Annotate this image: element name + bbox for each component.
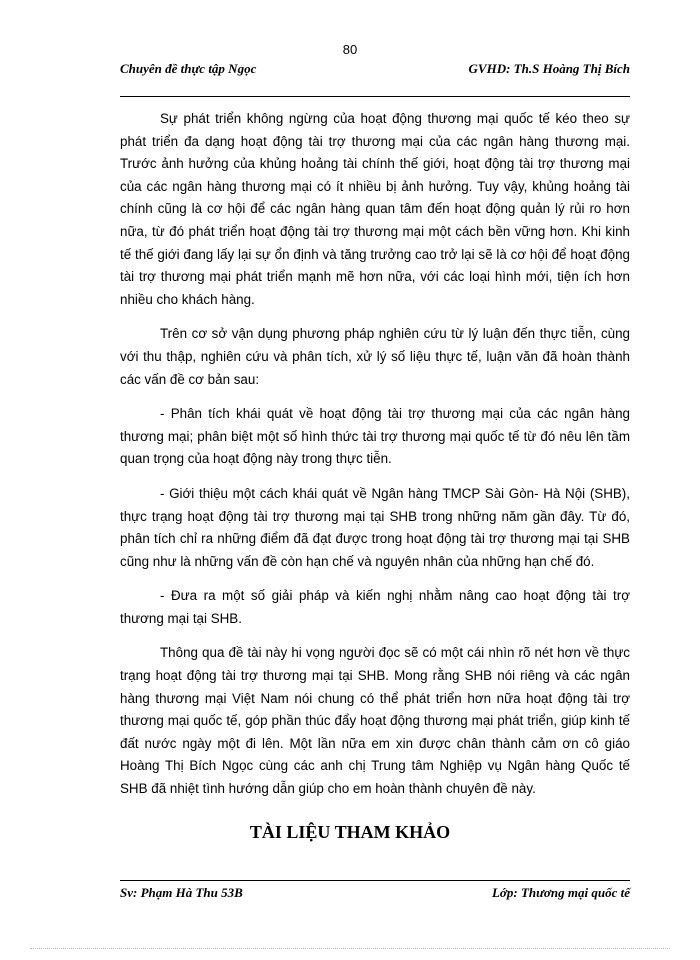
footer-class: Lớp: Thương mại quốc tế — [491, 885, 630, 900]
footer-divider — [120, 880, 630, 881]
paragraph: - Đưa ra một số giải pháp và kiến nghị nhằm nâng cao hoạt động tài trợ thương mại tại SHB. — [120, 588, 630, 626]
page-number: 80 — [342, 42, 358, 57]
page-break-line — [30, 948, 670, 949]
header-left-title: Chuyên đề thực tập Ngọc — [120, 61, 257, 76]
paragraph: Sự phát triển không ngừng của hoạt động thương mại quốc tế kéo theo sự phát triển đa dạng hoạt động tài trợ thương mại của các ngân hàng thương mại. Trước ảnh hưởng của khủng hoảng tài chính thế giới, hoạt động tài trợ thương mại của các ngân hàng thương mại có ít nhiều bị ảnh hưởng. Tuy vậy, khủng hoảng tài chính cũng là cơ hội để các ngân hàng quan tâm đến hoạt động quản lý rủi ro hơn nữa, từ đó phát triển hoạt động tài trợ thương mại một cách bền vững hơn. Khi kinh tế thế giới đang lấy lại sự ổn định và tăng trưởng cao trở lại sẽ là cơ hội để hoạt động tài trợ thương mại phát triển mạnh mẽ hơn nữa, với các loại hình mới, tiện ích hơn nhiều cho khách hàng. — [120, 111, 630, 307]
paragraph: - Giới thiệu một cách khái quát về Ngân hàng TMCP Sài Gòn- Hà Nội (SHB), thực trạng hoạt động tài trợ thương mại tại SHB trong những năm gần đây. Từ đó, phân tích chỉ ra những điểm đã đạt được trong hoạt động tài trợ thương mại tại SHB cũng như là những vấn đề còn hạn chế và nguyên nhân của những hạn chế đó. — [120, 485, 630, 569]
footer-student: Sv: Phạm Hà Thu 53B — [120, 885, 243, 900]
paragraph: Thông qua đề tài này hi vọng người đọc sẽ có một cái nhìn rõ nét hơn về thực trạng hoạt động tài trợ thương mại tại SHB. Mong rằng SHB nói riêng và các ngân hàng thương mại Việt Nam nói chung có thể phát triển hơn nữa hoạt động tài trợ thương mại quốc tế, góp phần thúc đẩy hoạt động thương mại phát triển, giúp kinh tế đất nước ngày một đi lên. Một lần nữa em xin được chân thành cảm ơn cô giáo Hoàng Thị Bích Ngọc cùng các anh chị Trung tâm Nghiệp vụ Ngân hàng Quốc tế SHB đã nhiệt tình hướng dẫn giúp cho em hoàn thành chuyên đề này. — [120, 645, 630, 797]
header-right-supervisor: GVHD: Th.S Hoàng Thị Bích — [468, 61, 630, 76]
body-text — [120, 108, 630, 813]
paragraph: Trên cơ sở vận dụng phương pháp nghiên cứu từ lý luận đến thực tiễn, cùng với thu thập, nghiên cứu và phân tích, xử lý số liệu thực tế, luận văn đã hoàn thành các vấn đề cơ bản sau: — [120, 326, 630, 387]
header-divider — [120, 96, 630, 97]
paragraph: - Phân tích khái quát về hoạt động tài trợ thương mại của các ngân hàng thương mại; phân biệt một số hình thức tài trợ thương mại quốc tế từ đó nêu lên tầm quan trọng của hoạt động này trong thực tiễn. — [120, 406, 630, 467]
section-heading: TÀI LIỆU THAM KHẢO — [249, 822, 451, 842]
